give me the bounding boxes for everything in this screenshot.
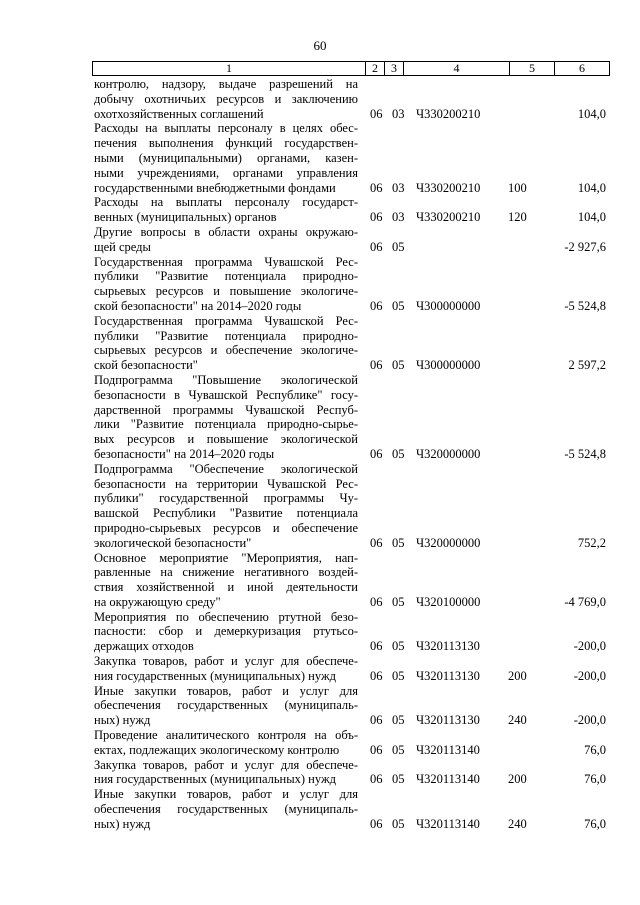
row-col-4: Ч320000000 [416,535,481,550]
table-row [94,610,610,654]
row-col-3: 05 [392,239,405,254]
row-description [94,728,358,758]
row-col-3: 05 [392,668,405,683]
description-line: Закупка товаров, работ и услуг для обеспече- [94,757,358,772]
row-col-3: 05 [392,713,405,728]
row-col-3: 03 [392,180,405,195]
row-col-6: -200,0 [573,713,606,728]
description-line: сырьевых ресурсов и обеспечение экологиче- [94,343,358,358]
row-col-2: 06 [370,180,383,195]
description-line: пасности: сбор и демеркуризация ртутьсо- [94,624,358,639]
row-col-2: 06 [370,446,383,461]
table-row [94,314,610,373]
table-row [94,758,610,788]
description-line: охотхозяйственных соглашений [94,106,264,121]
row-col-2: 06 [370,106,383,121]
row-col-4: Ч330200210 [416,106,481,121]
row-col-4: Ч330200210 [416,210,481,225]
row-col-2: 06 [370,772,383,787]
table-row [94,551,610,610]
row-col-4: Ч330200210 [416,180,481,195]
row-col-6: -200,0 [573,668,606,683]
row-col-2: 06 [370,239,383,254]
description-line: ния государственных (муниципальных) нужд [94,668,336,683]
row-description [94,551,358,610]
description-line: Проведение аналитического контроля на объ- [94,728,358,743]
description-line: Расходы на выплаты персоналу государст- [94,195,358,210]
description-line: Иные закупки товаров, работ и услуг для [94,787,358,802]
row-description [94,373,358,462]
row-col-6: 76,0 [584,772,606,787]
description-line: на окружающую среду" [94,594,221,609]
row-col-2: 06 [370,742,383,757]
description-line: обеспечения государственных (муниципаль- [94,802,358,817]
description-line: равленные на снижение негативного воздей- [94,565,358,580]
description-line: ния государственных (муниципальных) нужд [94,772,336,787]
header-col-1: 1 [93,62,366,75]
row-col-5: 120 [508,210,527,225]
description-line: ными учреждениями, органами управления [94,165,358,180]
description-line: контролю, надзору, выдаче разрешений на [94,77,358,91]
description-line: публики "Развитие потенциала природно- [94,328,358,343]
row-col-2: 06 [370,358,383,373]
row-col-4: Ч300000000 [416,298,481,313]
row-description [94,255,358,314]
row-col-6: -200,0 [573,639,606,654]
table-header [92,61,610,76]
row-col-4: Ч320113130 [416,668,480,683]
table-row [94,787,610,831]
description-line: держащих отходов [94,639,194,654]
description-line: дарственной программы Чувашской Респуб- [94,402,358,417]
page-number: 60 [313,38,327,53]
row-col-2: 06 [370,535,383,550]
row-col-2: 06 [370,816,383,831]
row-description [94,758,358,788]
description-line: ными (муниципальными) органами, казен- [94,150,358,165]
row-col-3: 05 [392,594,405,609]
header-col-6: 6 [579,61,585,75]
description-line: государственными внебюджетными фондами [94,180,336,195]
header-col-3: 3 [385,62,404,75]
row-col-2: 06 [370,639,383,654]
row-col-2: 06 [370,210,383,225]
description-line: Закупка товаров, работ и услуг для обеспече- [94,654,358,669]
row-col-3: 05 [392,742,405,757]
row-col-3: 05 [392,358,405,373]
description-line: публики "Развитие потенциала природно- [94,269,358,284]
row-col-3: 05 [392,535,405,550]
description-line: Основное мероприятие "Мероприятия, нап- [94,550,358,565]
row-col-2: 06 [370,668,383,683]
row-col-4: Ч320000000 [416,446,481,461]
description-line: безопасности на территории Чувашской Рес- [94,476,358,491]
row-col-3: 05 [392,772,405,787]
row-col-4: Ч320113140 [416,772,480,787]
row-col-2: 06 [370,594,383,609]
row-col-6: 104,0 [577,180,606,195]
description-line: сырьевых ресурсов и повышение экологиче- [94,284,358,299]
table-row [94,77,610,121]
row-col-5: 200 [508,772,527,787]
header-col-5: 5 [510,62,555,75]
row-col-4: Ч320100000 [416,594,481,609]
row-col-5: 100 [508,180,527,195]
row-col-3: 05 [392,298,405,313]
row-col-6: -2 927,6 [564,239,606,254]
description-line: природно-сырьевых ресурсов и обеспечение [94,520,358,535]
row-description [94,684,358,728]
row-col-6: 76,0 [584,816,606,831]
description-line: ской безопасности" [94,358,198,373]
table-row [94,255,610,314]
description-line: обеспечения государственных (муниципаль- [94,698,358,713]
row-col-4: Ч300000000 [416,358,481,373]
row-col-5: 200 [508,668,527,683]
row-col-6: -4 769,0 [564,594,606,609]
description-line: ектах, подлежащих экологическому контролю [94,742,340,757]
description-line: Иные закупки товаров, работ и услуг для [94,683,358,698]
row-description [94,462,358,551]
description-line: Расходы на выплаты персоналу в целях обес- [94,121,358,136]
description-line: Мероприятия по обеспечению ртутной безо- [94,609,358,624]
table-row [94,373,610,462]
row-col-5: 240 [508,713,527,728]
row-description [94,77,358,121]
row-description [94,121,358,195]
table-row [94,684,610,728]
row-col-2: 06 [370,298,383,313]
description-line: публики" государственной программы Чу- [94,491,358,506]
header-col-2: 2 [366,62,385,75]
row-col-6: -5 524,8 [564,298,606,313]
table-row [94,121,610,195]
description-line: Подпрограмма "Повышение экологической [94,372,358,387]
table-row [94,728,610,758]
row-col-3: 03 [392,106,405,121]
table-row [94,195,610,225]
row-description [94,787,358,831]
description-line: экологической безопасности" [94,535,252,550]
row-description [94,654,358,684]
description-line: ных) нужд [94,713,151,728]
row-description [94,195,358,225]
description-line: добычу охотничьих ресурсов и заключению [94,91,358,106]
table-row [94,225,610,255]
row-description [94,225,358,255]
row-col-4: Ч320113130 [416,713,480,728]
description-line: Государственная программа Чувашской Рес- [94,313,358,328]
row-col-6: -5 524,8 [564,446,606,461]
description-line: ской безопасности" на 2014–2020 годы [94,298,302,313]
table-row [94,462,610,551]
description-line: безопасности" на 2014–2020 годы [94,446,275,461]
description-line: вашской Республики "Развитие потенциала [94,506,358,521]
description-line: венных (муниципальных) органов [94,210,277,225]
row-col-6: 76,0 [584,742,606,757]
description-line: лики "Развитие потенциала природно-сырье- [94,417,358,432]
description-line: Государственная программа Чувашской Рес- [94,254,358,269]
description-line: Другие вопросы в области охраны окружаю- [94,224,358,239]
row-description [94,610,358,654]
row-col-6: 2 597,2 [568,358,606,373]
row-col-3: 05 [392,816,405,831]
description-line: безопасности в Чувашской Республике" госу- [94,387,358,402]
row-col-3: 03 [392,210,405,225]
row-col-4: Ч320113140 [416,742,480,757]
row-col-6: 104,0 [577,210,606,225]
row-description [94,314,358,373]
row-col-4: Ч320113140 [416,816,480,831]
description-line: вых ресурсов и повышение экологической [94,432,358,447]
row-col-2: 06 [370,713,383,728]
description-line: ных) нужд [94,816,151,831]
row-col-5: 240 [508,816,527,831]
row-col-4: Ч320113130 [416,639,480,654]
row-col-3: 05 [392,446,405,461]
row-col-6: 752,2 [577,535,606,550]
description-line: печения выполнения функций государствен- [94,136,358,151]
description-line: ствия хозяйственной и иной деятельности [94,580,358,595]
description-line: щей среды [94,239,151,254]
row-col-6: 104,0 [577,106,606,121]
row-col-3: 05 [392,639,405,654]
header-col-4: 4 [404,62,510,75]
table-row [94,654,610,684]
table-body [94,77,610,832]
description-line: Подпрограмма "Обеспечение экологической [94,461,358,476]
